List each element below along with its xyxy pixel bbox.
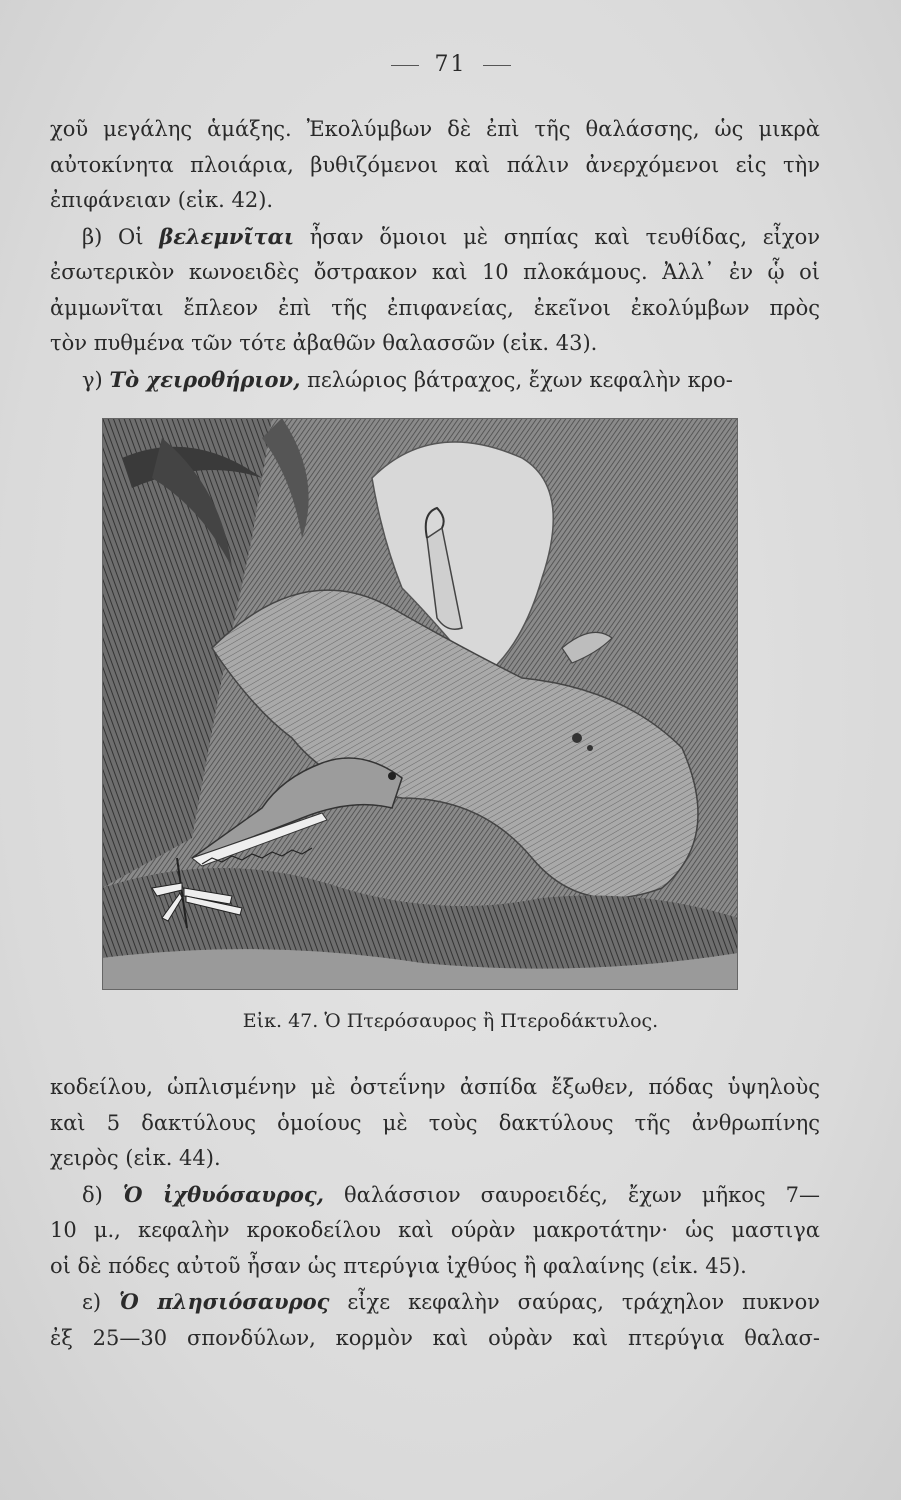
section-b-first-line <box>50 219 820 256</box>
section-d-term: Ὁ ἰχθυόσαυρος, <box>122 1181 324 1207</box>
page-number-value: 71 <box>434 52 467 77</box>
section-d-first-line <box>50 1177 820 1214</box>
text-line: 10 μ., κεφαλὴν κροκοδείλου καὶ ούρὰν μακροτάτην· ὡς μαστιγα <box>50 1218 820 1242</box>
section-b-line1-rest: ἦσαν ὅμοιοι μὲ σηπίας καὶ τευθίδας, εἶχον <box>309 224 820 249</box>
section-g-first-line <box>50 362 820 399</box>
section-g-marker: γ) <box>82 367 103 392</box>
section-e-line1-rest: εἶχε κεφαλὴν σαύρας, τράχηλον πυκνον <box>347 1290 820 1314</box>
section-g-line1-rest: πελώριος βάτραχος, ἔχων κεφαλὴν κρο- <box>307 367 733 392</box>
section-d-marker: δ) <box>82 1182 103 1207</box>
section-e-marker: ε) <box>82 1290 102 1314</box>
section-b-marker: β) Οἱ <box>82 224 144 249</box>
text-line: οἱ δὲ πόδες αὐτοῦ ἦσαν ὡς πτερύγια ἰχθύος ἢ φαλαίνης (εἰκ. 45). <box>50 1253 747 1278</box>
text-line: κοδείλου, ὡπλισμένην μὲ ὀστεΐνην ἀσπίδα ἔξωθεν, πόδας ὑψηλοὺς <box>50 1075 820 1099</box>
section-e-first-line <box>50 1284 820 1321</box>
text-line: χοῦ μεγάλης ἁμάξης. Ἐκολύμβων δὲ ἐπὶ τῆς θαλάσσης, ὡς μικρὰ <box>50 117 820 141</box>
page-number-left-dash <box>391 65 419 66</box>
text-line: χειρὸς (εἰκ. 44). <box>50 1146 221 1170</box>
text-line: αὐτοκίνητα πλοιάρια, βυθιζόμενοι καὶ πάλιν ἀνερχόμενοι εἰς τὴν <box>50 152 820 177</box>
text-line: ἐσωτερικὸν κωνοειδὲς ὄστρακον καὶ 10 πλοκάμους. Ἀλλ᾽ ἐν ᾧ οἱ <box>50 260 820 284</box>
section-d-line1-rest: θαλάσσιον σαυροειδές, ἔχων μῆκος 7— <box>344 1182 820 1207</box>
section-e-term: Ὁ πλησιόσαυρος <box>119 1289 330 1314</box>
lower-text-block <box>50 1070 820 1356</box>
section-g-term: Τὸ χειροθήριον, <box>109 366 301 392</box>
page-number-right-dash <box>483 65 511 66</box>
text-line: ἀμμωνῖται ἔπλεον ἐπὶ τῆς ἐπιφανείας, ἐκεῖνοι ἐκολύμβων πρὸς <box>50 295 820 320</box>
upper-text-block <box>50 112 820 398</box>
pterosaur-engraving <box>102 418 738 990</box>
page-number <box>0 52 901 77</box>
text-line: καὶ 5 δακτύλους ὁμοίους μὲ τοὺς δακτύλους τῆς ἀνθρωπίνης <box>50 1110 820 1135</box>
text-line: τὸν πυθμένα τῶν τότε ἀβαθῶν θαλασσῶν (εἰκ. 43). <box>50 331 598 355</box>
section-b-term: βελεμνῖται <box>159 223 295 249</box>
text-line: ἐπιφάνειαν (εἰκ. 42). <box>50 188 274 212</box>
figure-caption: Εἰκ. 47. Ὁ Πτερόσαυρος ἢ Πτεροδάκτυλος. <box>242 1010 659 1032</box>
text-line: ἐξ 25—30 σπονδύλων, κορμὸν καὶ οὐρὰν καὶ πτερύγια θαλασ- <box>50 1325 820 1350</box>
